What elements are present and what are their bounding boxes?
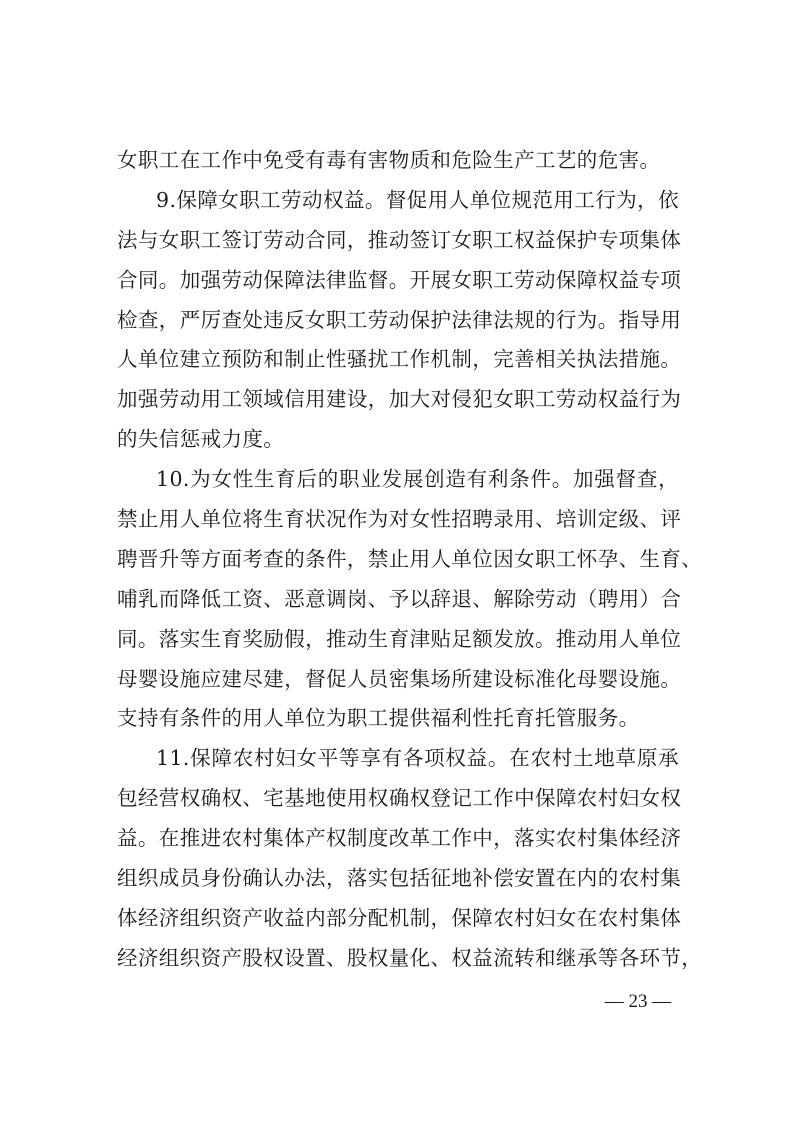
text-line: 检查，严厉查处违反女职工劳动保护法律法规的行为。指导用 xyxy=(117,307,682,332)
body-text xyxy=(117,141,703,979)
text-line: 女职工在工作中免受有毒有害物质和危险生产工艺的危害。 xyxy=(117,148,661,172)
paragraph-11-start: 11.保障农村妇女平等享有各项权益。在农村土地草原承 xyxy=(156,746,679,771)
text-line: 经济组织资产股权设置、股权量化、权益流转和继承等各环节， xyxy=(117,945,703,970)
text-line: 同。落实生育奖励假，推动生育津贴足额发放。推动用人单位 xyxy=(117,626,682,651)
page-number: — 23 — xyxy=(604,991,672,1012)
text-line: 母婴设施应建尽建，督促人员密集场所建设标准化母婴设施。 xyxy=(117,666,682,691)
text-line: 合同。加强劳动保障法律监督。开展女职工劳动保障权益专项 xyxy=(117,267,682,292)
text-line: 的失信惩戒力度。 xyxy=(117,427,285,452)
text-line: 体经济组织资产收益内部分配机制，保障农村妇女在农村集体 xyxy=(117,905,682,930)
paragraph-9-start: 9.保障女职工劳动权益。督促用人单位规范用工行为，依 xyxy=(156,187,679,212)
text-line: 哺乳而降低工资、恶意调岗、予以辞退、解除劳动（聘用）合 xyxy=(117,586,682,611)
text-line: 支持有条件的用人单位为职工提供福利性托育托管服务。 xyxy=(117,706,640,731)
text-line: 包经营权确权、宅基地使用权确权登记工作中保障农村妇女权 xyxy=(117,786,682,811)
text-line: 法与女职工签订劳动合同，推动签订女职工权益保护专项集体 xyxy=(117,227,682,252)
text-line: 益。在推进农村集体产权制度改革工作中，落实农村集体经济 xyxy=(117,826,682,851)
text-line: 禁止用人单位将生育状况作为对女性招聘录用、培训定级、评 xyxy=(117,507,682,532)
text-line: 人单位建立预防和制止性骚扰工作机制，完善相关执法措施。 xyxy=(117,347,682,372)
text-line: 加强劳动用工领域信用建设，加大对侵犯女职工劳动权益行为 xyxy=(117,387,682,412)
paragraph-10-start: 10.为女性生育后的职业发展创造有利条件。加强督查， xyxy=(156,467,679,492)
text-line: 组织成员身份确认办法，落实包括征地补偿安置在内的农村集 xyxy=(117,866,682,891)
text-line: 聘晋升等方面考查的条件，禁止用人单位因女职工怀孕、生育、 xyxy=(117,546,703,571)
